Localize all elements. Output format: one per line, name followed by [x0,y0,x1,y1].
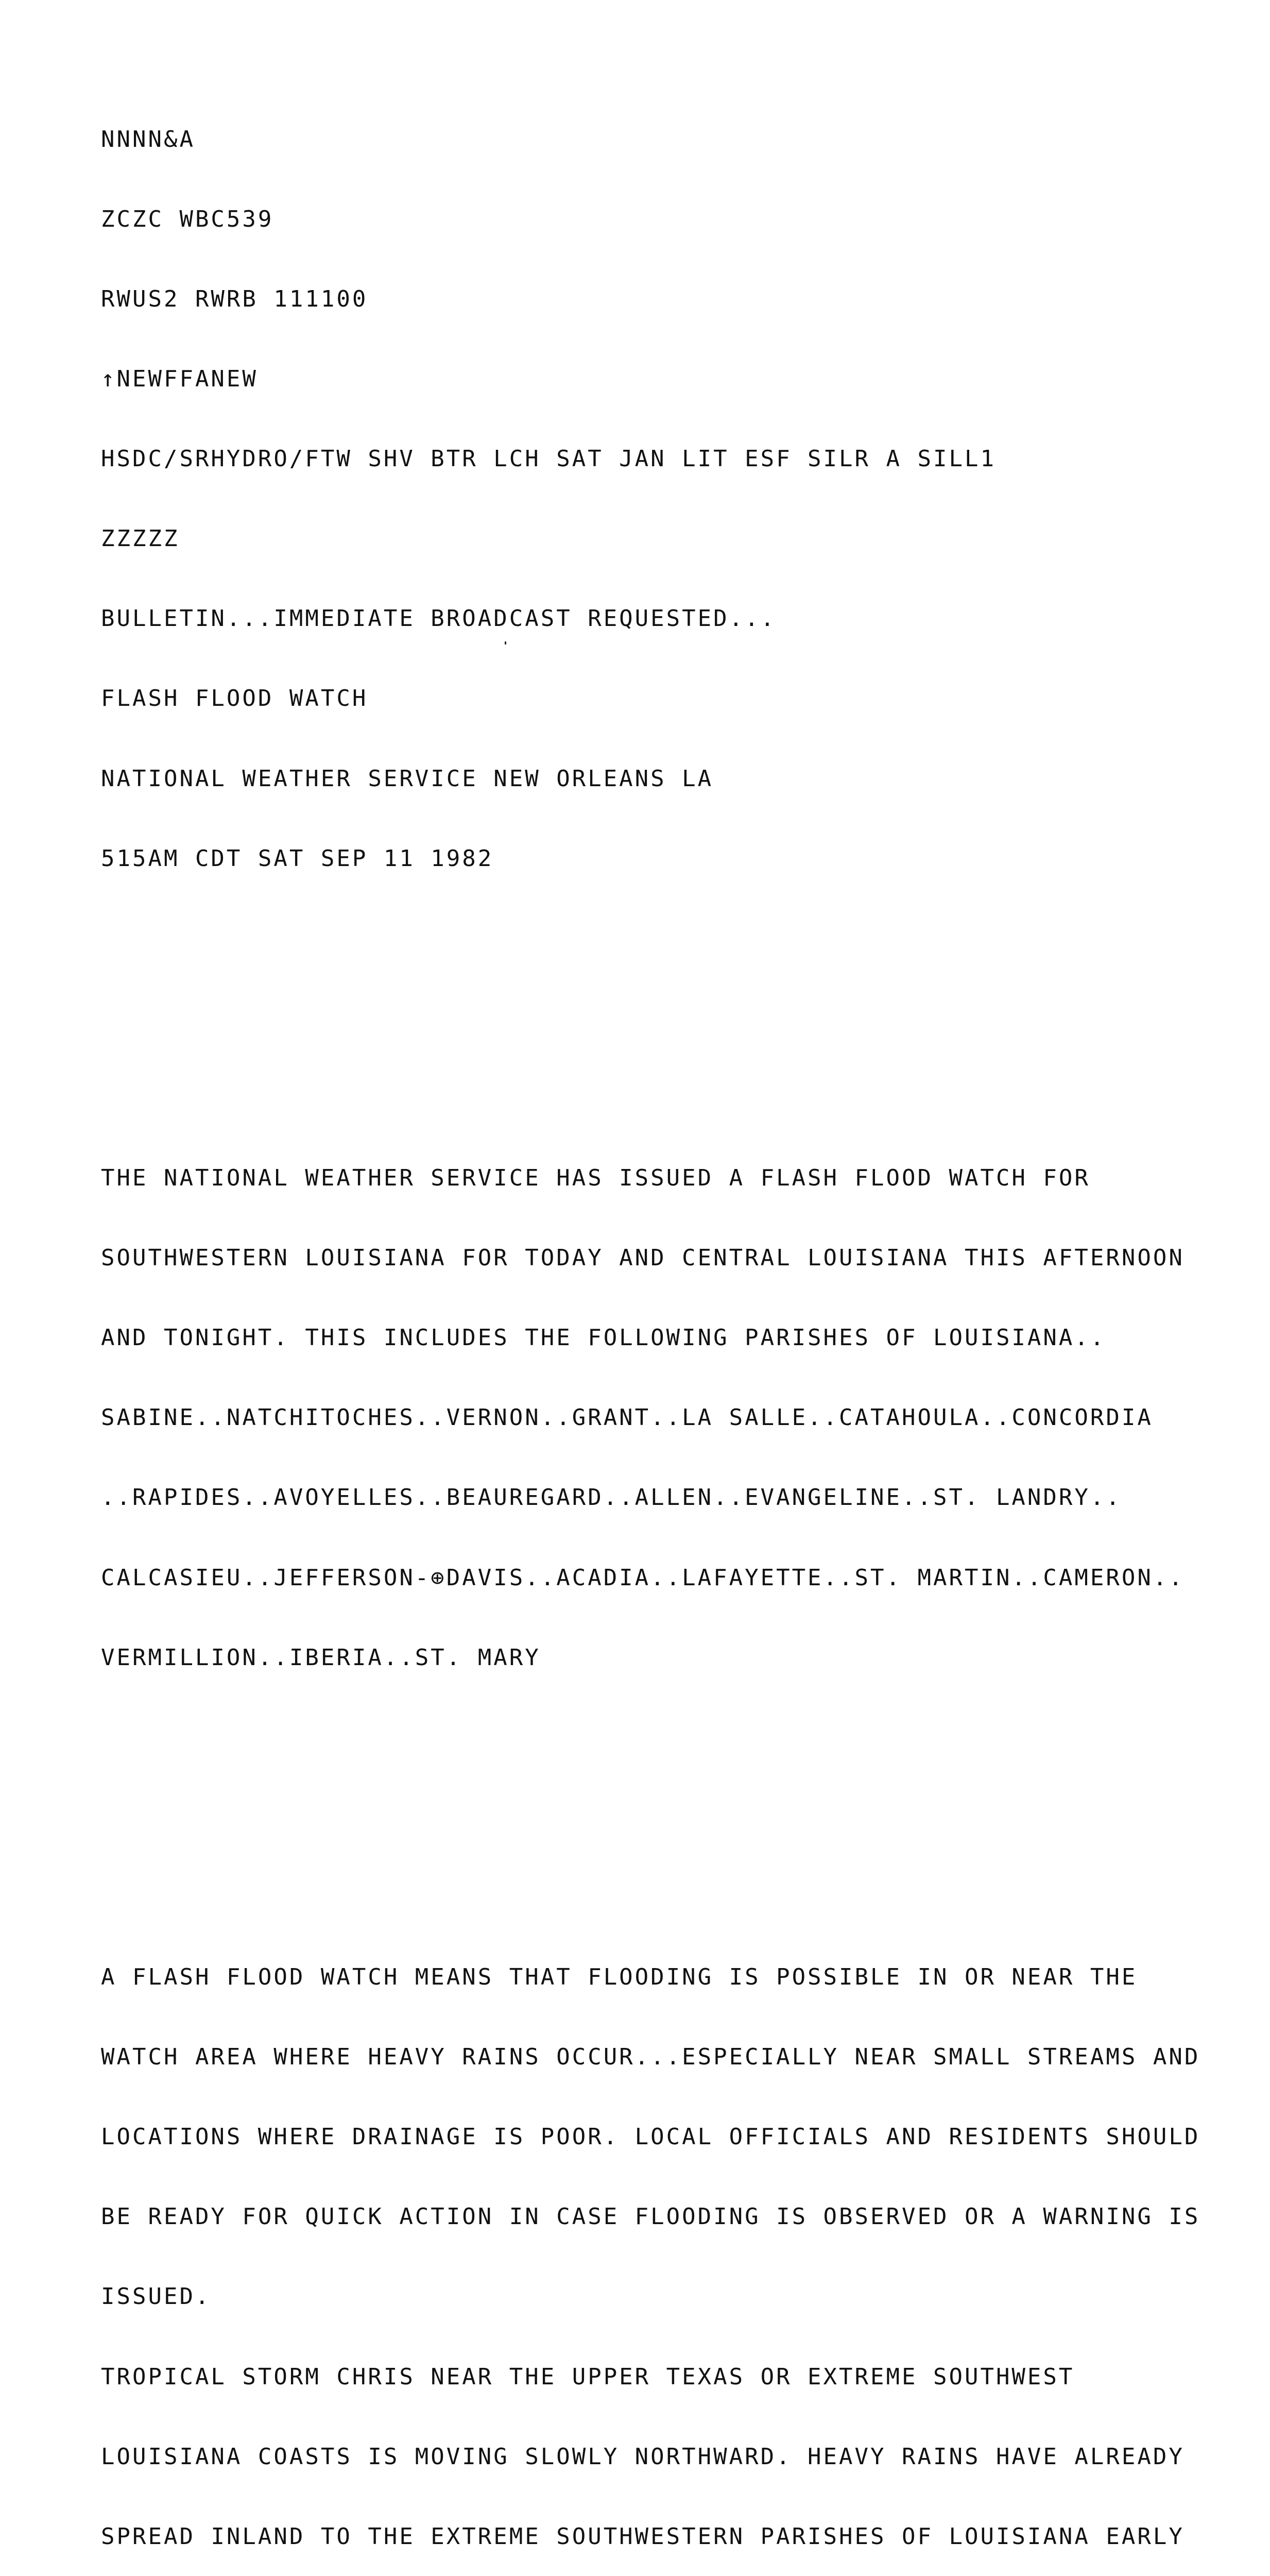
text-line: SOUTHWESTERN LOUISIANA FOR TODAY AND CENTRAL LOUISIANA THIS AFTERNOON [101,1245,1185,1272]
text-line: LOCATIONS WHERE DRAINAGE IS POOR. LOCAL OFFICIALS AND RESIDENTS SHOULD [101,2124,1200,2150]
text-line: CALCASIEU..JEFFERSON-⊕DAVIS..ACADIA..LAFAYETTE..ST. MARTIN..CAMERON.. [101,1564,1185,1591]
routing-line: ZCZC WBC539 [101,206,274,232]
blank-line [101,1005,1249,1032]
text-line: BE READY FOR QUICK ACTION IN CASE FLOODING IS OBSERVED OR A WARNING IS [101,2204,1200,2230]
paragraph-watch-meaning [101,1911,1249,2576]
routing-line: ↑NEWFFANEW [101,366,258,393]
issuing-office: NATIONAL WEATHER SERVICE NEW ORLEANS LA [101,765,714,792]
routing-line: RWUS2 RWRB 111100 [101,286,368,312]
text-line: VERMILLION..IBERIA..ST. MARY [101,1644,541,1671]
text-line: ..RAPIDES..AVOYELLES..BEAUREGARD..ALLEN..EVANGELINE..ST. LANDRY.. [101,1484,1122,1511]
text-line: WATCH AREA WHERE HEAVY RAINS OCCUR...ESPECIALLY NEAR SMALL STREAMS AND [101,2044,1200,2071]
text-line: AND TONIGHT. THIS INCLUDES THE FOLLOWING PARISHES OF LOUISIANA.. [101,1325,1106,1351]
routing-line: NNNN&A [101,126,195,152]
text-line: LOUISIANA COASTS IS MOVING SLOWLY NORTHWARD. HEAVY RAINS HAVE ALREADY [101,2443,1185,2470]
stray-ink-mark [505,641,506,645]
text-line: ISSUED. [101,2283,211,2310]
distribution-line: HSDC/SRHYDRO/FTW SHV BTR LCH SAT JAN LIT ESF SILR A SILL1 [101,446,996,472]
blank-line [101,1804,1249,1831]
bulletin-header [101,73,1249,925]
teletype-bulletin [101,20,1249,2576]
text-line: A FLASH FLOOD WATCH MEANS THAT FLOODING IS POSSIBLE IN OR NEAR THE [101,1964,1138,1991]
text-line: SABINE..NATCHITOCHES..VERNON..GRANT..LA SALLE..CATAHOULA..CONCORDIA [101,1404,1153,1431]
routing-line: ZZZZZ [101,526,180,552]
issue-time: 515AM CDT SAT SEP 11 1982 [101,845,494,872]
text-line: SPREAD INLAND TO THE EXTREME SOUTHWESTERN PARISHES OF LOUISIANA EARLY [101,2523,1185,2550]
bulletin-priority: BULLETIN...IMMEDIATE BROADCAST REQUESTED... [101,605,777,632]
bulletin-title: FLASH FLOOD WATCH [101,685,368,712]
text-line: THE NATIONAL WEATHER SERVICE HAS ISSUED A FLASH FLOOD WATCH FOR [101,1165,1090,1192]
paragraph-watch-area [101,1112,1249,1724]
text-line: TROPICAL STORM CHRIS NEAR THE UPPER TEXAS OR EXTREME SOUTHWEST [101,2363,1075,2390]
